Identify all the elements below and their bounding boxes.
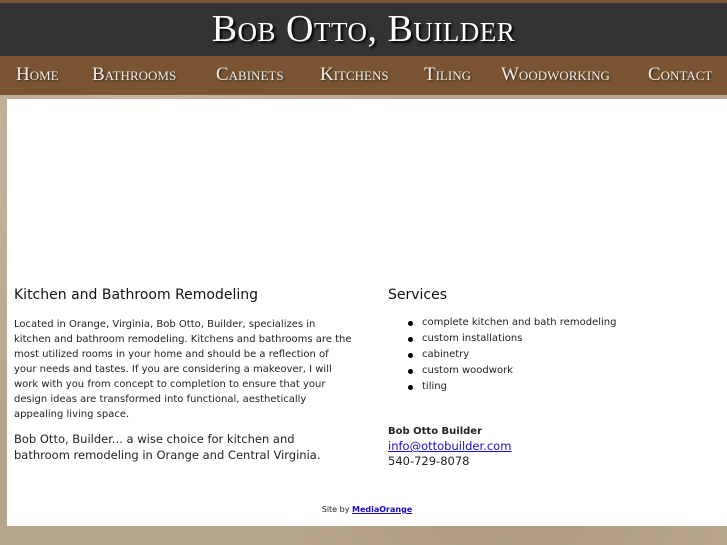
main-nav <box>0 56 727 95</box>
main-heading: Kitchen and Bathroom Remodeling <box>14 287 259 303</box>
content-area <box>7 99 727 526</box>
site-header <box>0 3 727 56</box>
main-column <box>14 287 354 472</box>
nav-home[interactable]: Home <box>16 64 59 85</box>
contact-block <box>388 423 718 469</box>
site-title[interactable]: Bob Otto, Builder <box>211 8 516 50</box>
nav-tiling[interactable]: Tiling <box>424 64 471 85</box>
services-heading: Services <box>388 287 448 303</box>
nav-contact[interactable]: Contact <box>648 64 713 85</box>
footer-credit: Site by <box>321 505 352 514</box>
footer <box>7 505 727 514</box>
services-column <box>388 287 718 469</box>
intro-paragraph: Located in Orange, Virginia, Bob Otto, Builder, specializes in kitchen and bathroom remodeling. Kitchens and bathrooms are the most utilized rooms in your home and should be a reflection of your needs and tastes. If you are considering a makeover, I will work with you from concept to completion to ensure that your design ideas are transformed into functional, aesthetically appealing living space. <box>14 319 352 420</box>
service-item: custom installations <box>408 331 718 347</box>
service-item: cabinetry <box>408 347 718 363</box>
nav-cabinets[interactable]: Cabinets <box>216 64 284 85</box>
service-item: custom woodwork <box>408 363 718 379</box>
nav-bathrooms[interactable]: Bathrooms <box>92 64 177 85</box>
contact-email-link[interactable]: info@ottobuilder.com <box>388 439 512 453</box>
nav-kitchens[interactable]: Kitchens <box>320 64 389 85</box>
service-item: complete kitchen and bath remodeling <box>408 315 718 331</box>
contact-name: Bob Otto Builder <box>388 426 483 437</box>
service-item: tiling <box>408 379 718 395</box>
footer-link[interactable]: MediaOrange <box>352 505 413 514</box>
contact-phone: 540-729-8078 <box>388 454 470 468</box>
nav-woodworking[interactable]: Woodworking <box>501 64 610 85</box>
services-list <box>408 315 718 395</box>
tagline-paragraph: Bob Otto, Builder... a wise choice for kitchen and bathroom remodeling in Orange and Central Virginia. <box>14 432 321 462</box>
